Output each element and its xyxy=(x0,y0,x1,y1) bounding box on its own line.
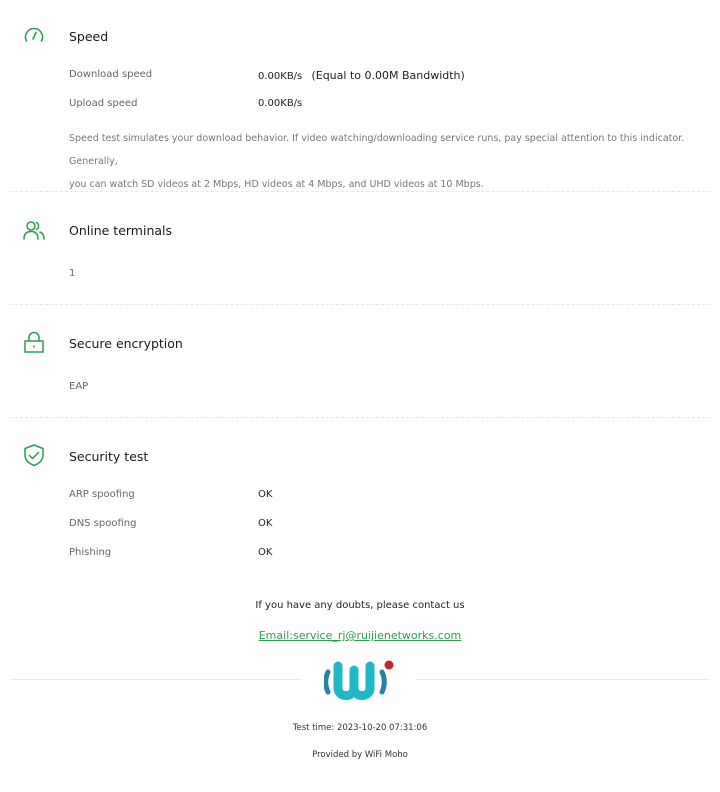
speed-description-line: you can watch SD videos at 2 Mbps, HD videos at 4 Mbps, and UHD videos at 10 Mbps. xyxy=(69,179,484,190)
email-link[interactable]: Email:service_rj@ruijienetworks.com xyxy=(258,629,462,642)
test-time: Test time: 2023-10-20 07:31:06 xyxy=(292,723,428,733)
logo-divider-right xyxy=(417,679,710,680)
security-item-value: OK xyxy=(258,489,273,500)
section-divider xyxy=(10,417,710,418)
terminals-title: Online terminals xyxy=(69,223,173,238)
section-divider xyxy=(10,191,710,192)
email-row xyxy=(0,624,720,643)
security-item-label: ARP spoofing xyxy=(69,489,135,500)
terminals-count: 1 xyxy=(69,268,76,279)
security-item-label: DNS spoofing xyxy=(69,518,137,529)
security-item-label: Phishing xyxy=(69,547,112,558)
speed-description xyxy=(69,127,699,196)
wifi-moho-logo xyxy=(324,656,396,704)
logo-divider-left xyxy=(10,679,302,680)
security-item-value: OK xyxy=(258,518,273,529)
encryption-value: EAP xyxy=(69,381,89,392)
upload-speed-label: Upload speed xyxy=(69,98,138,109)
security-title: Security test xyxy=(69,449,149,464)
security-item-value: OK xyxy=(258,547,273,558)
bandwidth-note: (Equal to 0.00M Bandwidth) xyxy=(311,69,465,82)
provided-by: Provided by WiFi Moho xyxy=(312,750,408,760)
shield-check-icon xyxy=(22,443,46,467)
download-speed-number: 0.00KB/s xyxy=(258,71,303,82)
download-speed-label: Download speed xyxy=(69,69,153,80)
lock-icon xyxy=(22,331,46,355)
upload-speed-value: 0.00KB/s xyxy=(258,98,303,109)
encryption-title: Secure encryption xyxy=(69,336,183,351)
section-divider xyxy=(10,304,710,305)
contact-text: If you have any doubts, please contact us xyxy=(255,600,465,611)
download-speed-value xyxy=(258,69,465,82)
users-icon xyxy=(22,218,46,242)
speed-description-line: Speed test simulates your download behavior. If video watching/downloading service runs, pay special attention to this indicator. Generally, xyxy=(69,133,685,167)
speed-title: Speed xyxy=(69,29,109,44)
speedometer-icon xyxy=(22,24,46,48)
